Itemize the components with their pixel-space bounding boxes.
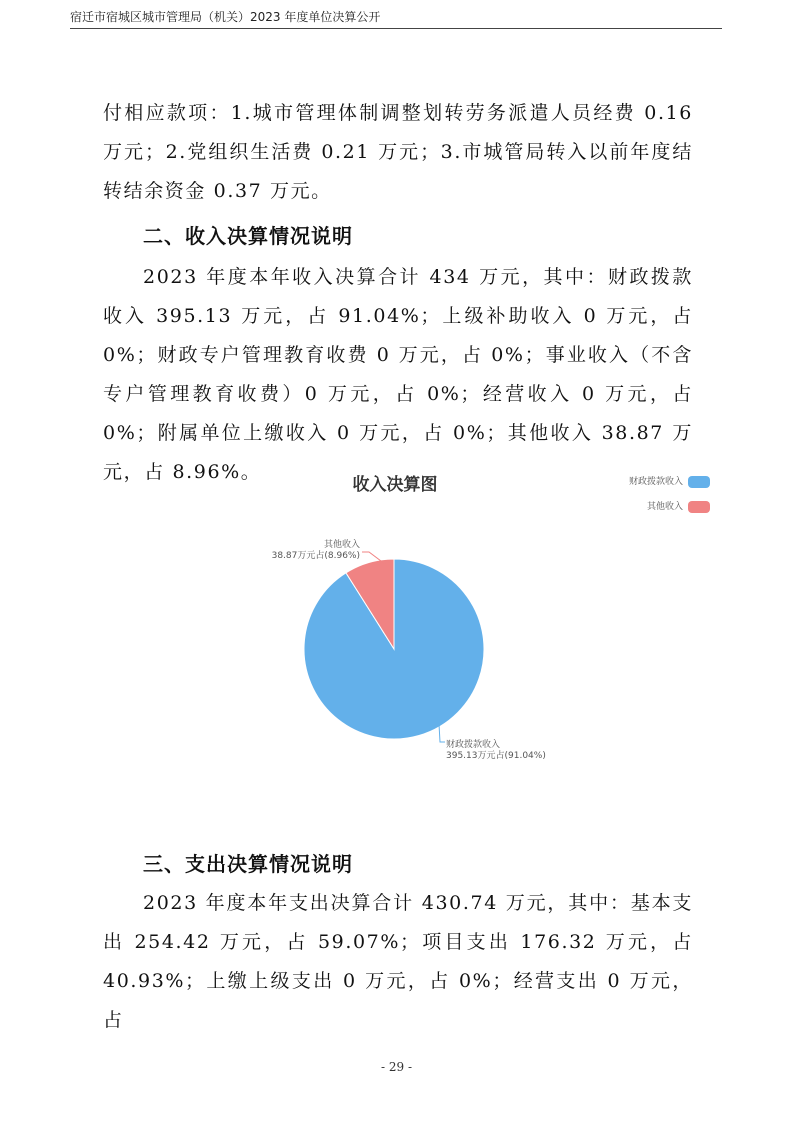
- legend-label-other: 其他收入: [646, 502, 683, 512]
- page-number: - 29 -: [380, 1060, 412, 1074]
- legend-label-fiscal: 财政拨款收入: [628, 477, 683, 487]
- intro-paragraph: 付相应款项：1.城市管理体制调整划转劳务派遣人员经费 0.16 万元；2.党组织生活费 0.21 万元；3.市城管局转入以前年度结转结余资金 0.37 万元。: [103, 102, 693, 202]
- chart-title: 收入决算图: [352, 475, 438, 495]
- slice-label-other-value: 38.87万元占(8.96%): [271, 551, 360, 561]
- pie-slices: [304, 559, 484, 739]
- legend-swatch-fiscal: [688, 476, 710, 488]
- slice-label-other-name: 其他收入: [323, 540, 360, 550]
- slice-label-fiscal-value: 395.13万元占(91.04%): [446, 751, 546, 761]
- income-section-heading: 二、收入决算情况说明: [143, 224, 353, 248]
- slice-label-fiscal-name: 财政拨款收入: [446, 740, 501, 750]
- header-divider: [70, 28, 722, 29]
- income-paragraph: 2023 年度本年收入决算合计 434 万元，其中：财政拨款收入 395.13 万元，占 91.04%；上级补助收入 0 万元，占 0%；财政专户管理教育收费 0 万元，占 0%；事业收入（不含专户管理教育收费）0 万元，占 0%；经营收入 0 万元，占 0%；附属单位上缴收入 0 万元，占 0%；其他收入 38.87 万元，占 8.96%。: [103, 266, 693, 483]
- income-pie-chart: [230, 462, 720, 782]
- document-header: 宿迁市宿城区城市管理局（机关）2023 年度单位决算公开: [70, 10, 381, 24]
- legend-swatch-other: [688, 501, 710, 513]
- expense-section-heading: 三、支出决算情况说明: [143, 852, 353, 876]
- expense-paragraph: 2023 年度本年支出决算合计 430.74 万元，其中：基本支出 254.42 万元，占 59.07%；项目支出 176.32 万元，占 40.93%；上缴上级支出 0 万元，占 0%；经营支出 0 万元，占: [103, 892, 693, 1031]
- chart-legend: [629, 475, 710, 513]
